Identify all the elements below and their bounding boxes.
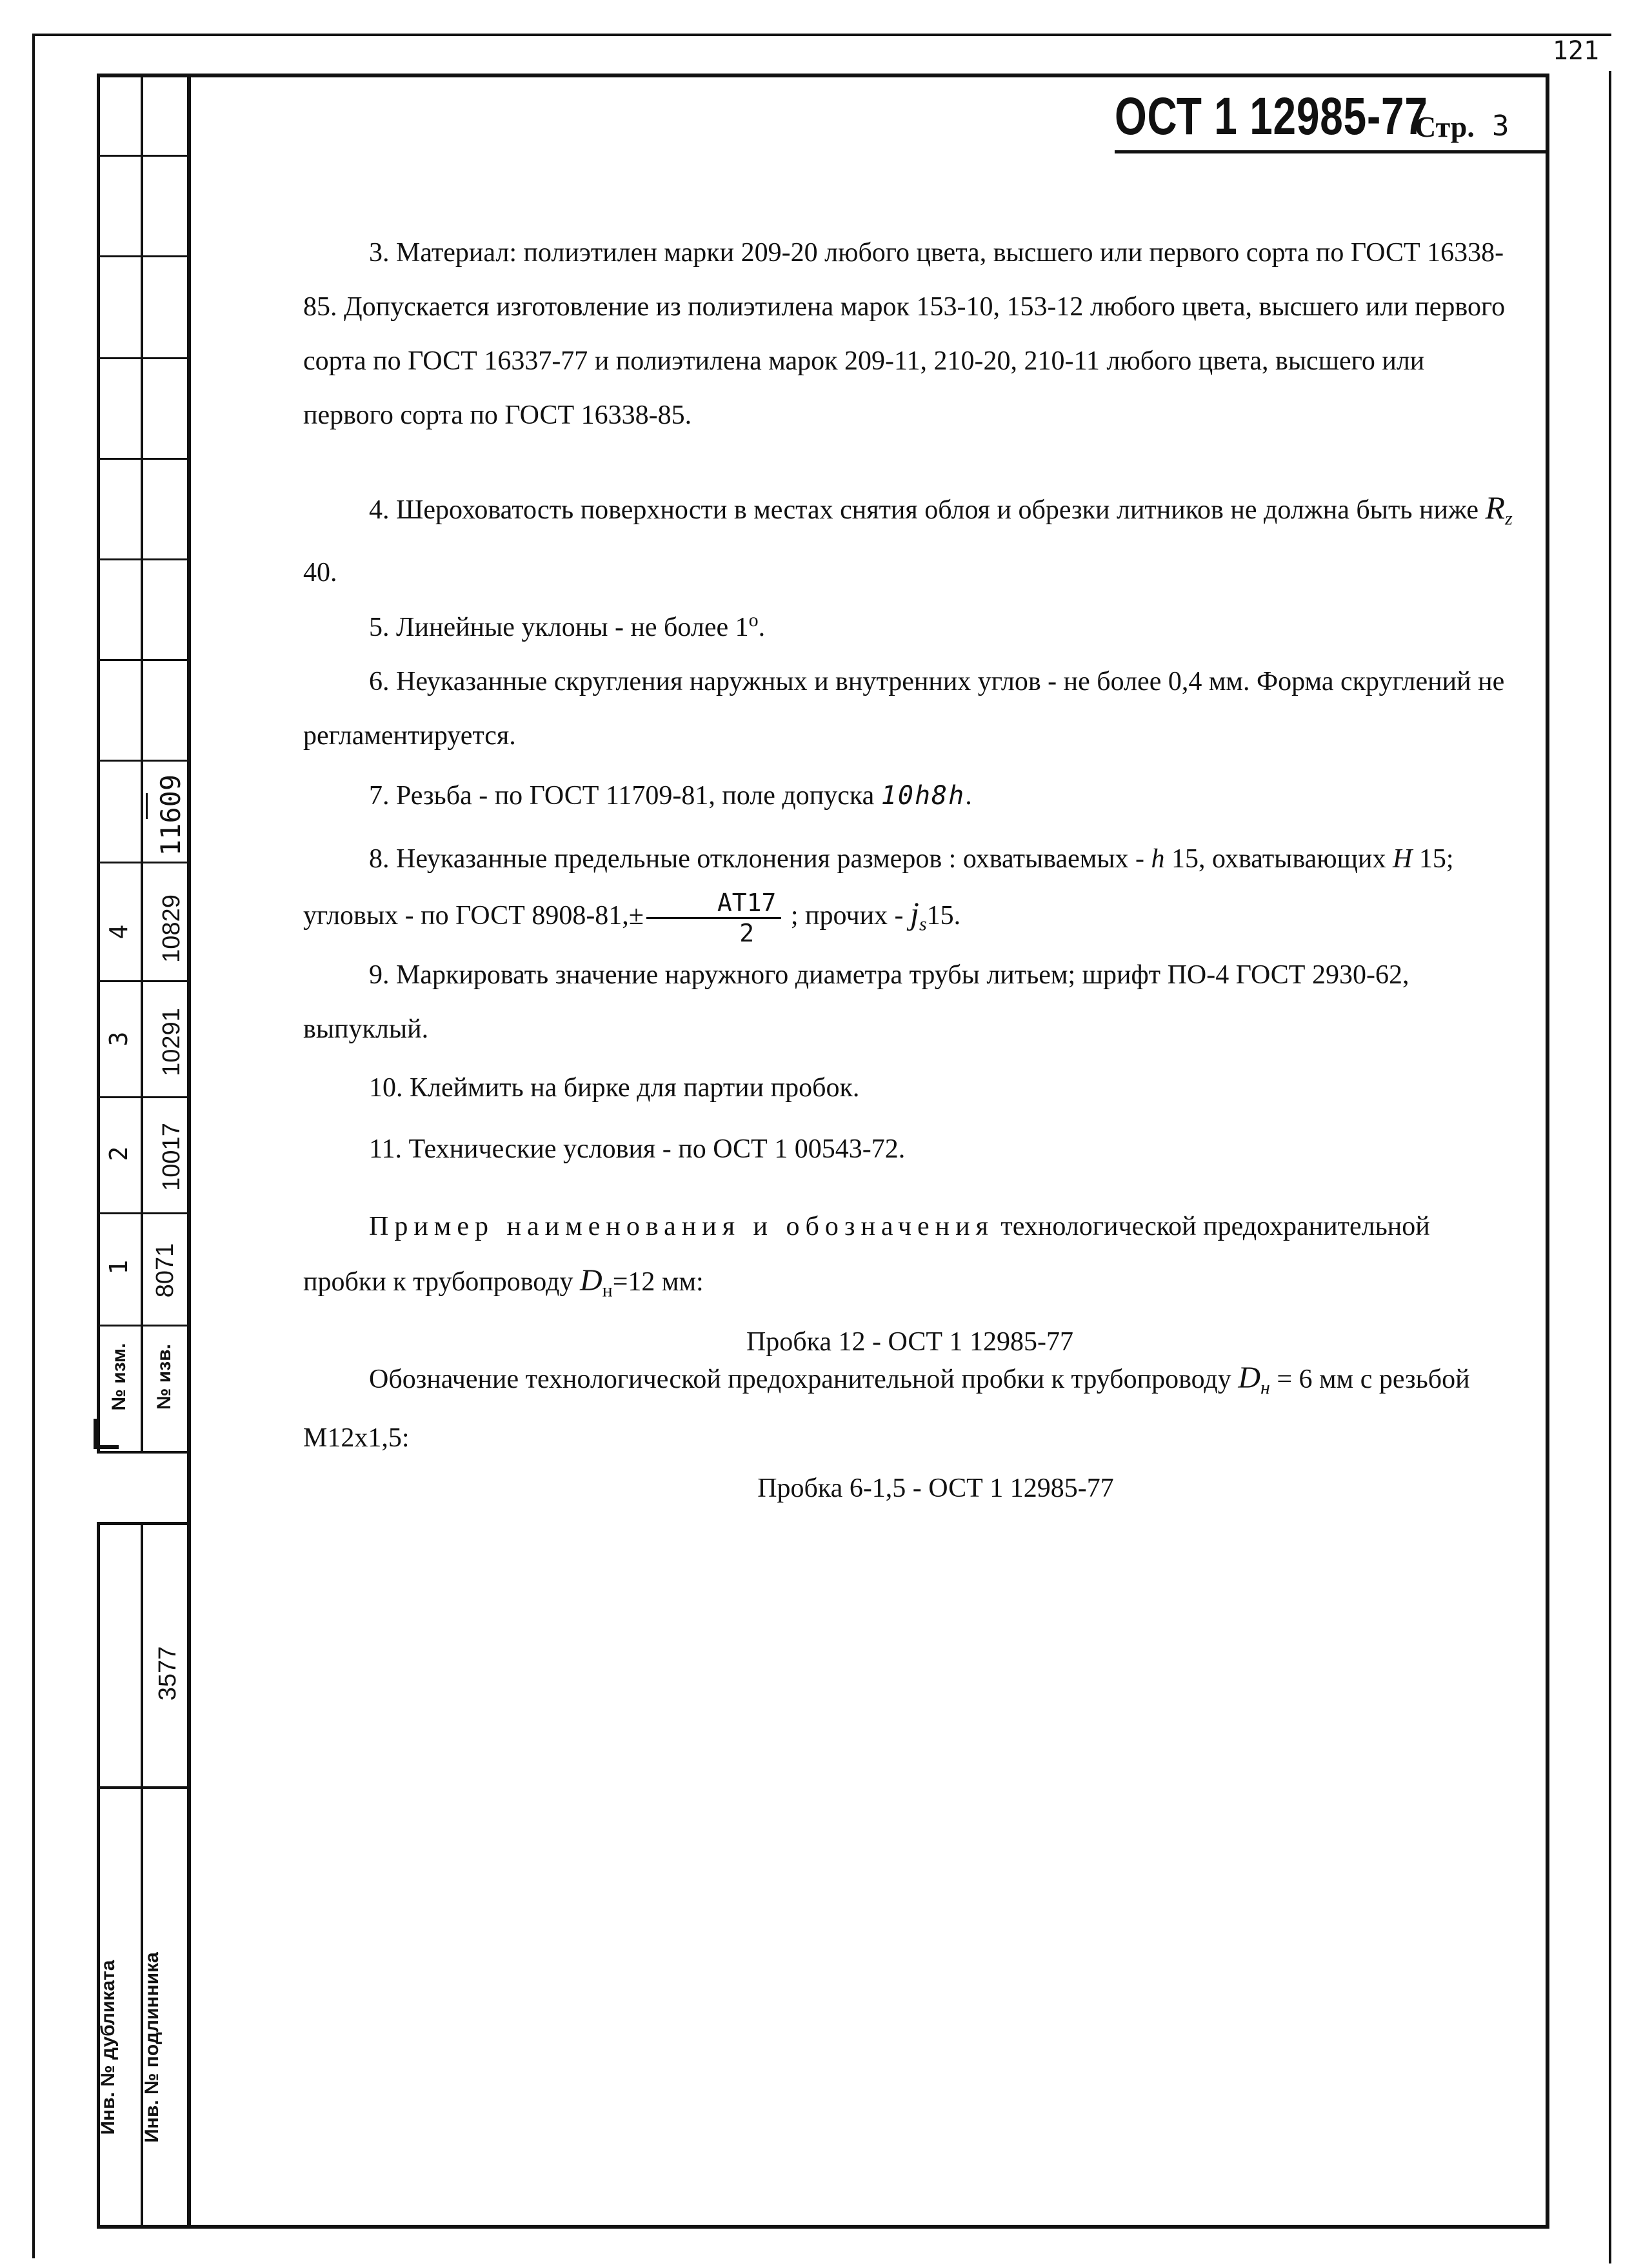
stamp-izv-3: 10291 xyxy=(158,1008,185,1076)
stamp-row xyxy=(97,1212,188,1214)
body-text xyxy=(303,226,1517,442)
inner-frame-right xyxy=(1546,74,1549,2229)
sheet-number: 121 xyxy=(1552,36,1599,66)
body-text-p9 xyxy=(303,948,1517,1056)
stamp-tick xyxy=(146,793,148,819)
page-label: Стр. xyxy=(1415,110,1475,143)
stamp-row xyxy=(97,155,188,157)
inv-podl-value: 3577 xyxy=(154,1646,181,1701)
example-2 xyxy=(303,1353,1517,1514)
stamp-corner-mark-icon xyxy=(90,1412,123,1451)
fraction-at17: $\frac{AT17}{2}$ xyxy=(646,889,782,947)
paragraph-4: 4. Шероховатость поверхности в местах снятия облоя и обрезки литников не должна быть ниже $R_z$ 40. xyxy=(303,489,1513,588)
inner-frame-bottom xyxy=(97,2225,1549,2229)
doc-code: ОСТ 1 12985-77 xyxy=(1115,87,1428,146)
example-2-text: Обозначение технологической предохранительной пробки к трубопроводу $D_н = 6$ мм с резьбой М12х1,5: xyxy=(303,1361,1470,1454)
frame-right xyxy=(1609,71,1611,2263)
stamp-col-mid xyxy=(141,74,143,1454)
page-num: 3 xyxy=(1492,110,1509,143)
stamp-row xyxy=(97,255,188,257)
stamp-row xyxy=(97,1096,188,1098)
body-text-p8 xyxy=(303,832,1517,951)
stamp-col-left xyxy=(97,74,100,1454)
body-text-p11 xyxy=(303,1122,1517,1176)
inner-frame-top xyxy=(97,74,1549,77)
paragraph-9: 9. Маркировать значение наружного диаметра трубы литьем; шрифт ПО-4 ГОСТ 2930-62, выпуклый. xyxy=(303,960,1409,1044)
frame-top xyxy=(32,34,1611,36)
inv-podl-label: Инв. № подлинника xyxy=(141,1952,163,2143)
body-text-p5 xyxy=(303,593,1517,655)
stamp-izv-label: № изв. xyxy=(154,1344,175,1410)
stamp-row xyxy=(97,458,188,460)
stamp-row xyxy=(97,980,188,982)
header-underline xyxy=(1115,150,1548,153)
stamp-izm-1: 1 xyxy=(104,1259,133,1275)
stamp-izm-4: 4 xyxy=(104,924,133,940)
example-1 xyxy=(303,1199,1517,1366)
stamp-izm-3: 3 xyxy=(104,1031,133,1047)
stamp-row xyxy=(97,659,188,661)
body-text-p6 xyxy=(303,655,1517,763)
stamp-row xyxy=(97,357,188,359)
paragraph-5: 5. Линейные уклоны - не более 1$^o$. xyxy=(369,609,766,642)
stamp-izv-2: 10017 xyxy=(158,1123,185,1191)
stamp-izm-2: 2 xyxy=(104,1146,133,1161)
paragraph-10: 10. Клеймить на бирке для партии пробок. xyxy=(369,1073,860,1103)
stamp-izv-1: 8071 xyxy=(152,1243,179,1298)
example-1-text: Пример наименования и обозначения технологической предохранительной пробки к трубопроводу $D_н=12$ мм: xyxy=(303,1212,1430,1301)
body-text-p4 xyxy=(303,480,1517,600)
example-2-code: Пробка 6-1,5 - ОСТ 1 12985-77 xyxy=(757,1474,1114,1504)
document-header xyxy=(1115,86,1553,151)
stamp-izm-label: № изм. xyxy=(108,1343,130,1411)
stamp-row xyxy=(97,558,188,560)
frame-left xyxy=(32,34,35,2258)
lower-stamp-row xyxy=(97,1786,188,1789)
body-text-p7 xyxy=(303,769,1517,823)
stamp-row xyxy=(97,1451,188,1454)
inv-dubl-label: Инв. № дубликата xyxy=(97,1960,119,2135)
paragraph-11: 11. Технические условия - по ОСТ 1 00543-72. xyxy=(369,1134,906,1164)
example-1-code: Пробка 12 - ОСТ 1 12985-77 xyxy=(746,1327,1074,1357)
paragraph-3: 3. Материал: полиэтилен марки 209-20 любого цвета, высшего или первого сорта по ГОСТ 16338-85. Допускается изготовление из полиэтилена марок 153-10, 153-12 любого цвета, высшего или первого сорта по ГОСТ 16337-77 и полиэтилена марок 209-11, 210-20, 210-11 любого цвета, высшего или первого сорта по ГОСТ 16338-85. xyxy=(303,238,1506,430)
stamp-row xyxy=(97,1325,188,1326)
body-text-p10 xyxy=(303,1061,1517,1115)
stamp-izv-4: 10829 xyxy=(158,894,185,963)
paragraph-7: 7. Резьба - по ГОСТ 11709-81, поле допуска 10h8h. xyxy=(369,781,972,811)
paragraph-8: 8. Неуказанные предельные отклонения размеров : охватываемых - h 15, охватывающих H 15; угловых - по ГОСТ 8908-81,± $\frac{AT17}{2}$ ; прочих - $j_s15$. xyxy=(303,844,1454,947)
paragraph-6: 6. Неуказанные скругления наружных и внутренних углов - не более 0,4 мм. Форма скруглений не регламентируется. xyxy=(303,667,1505,751)
stamp-izv-5: 11609 xyxy=(155,774,186,856)
